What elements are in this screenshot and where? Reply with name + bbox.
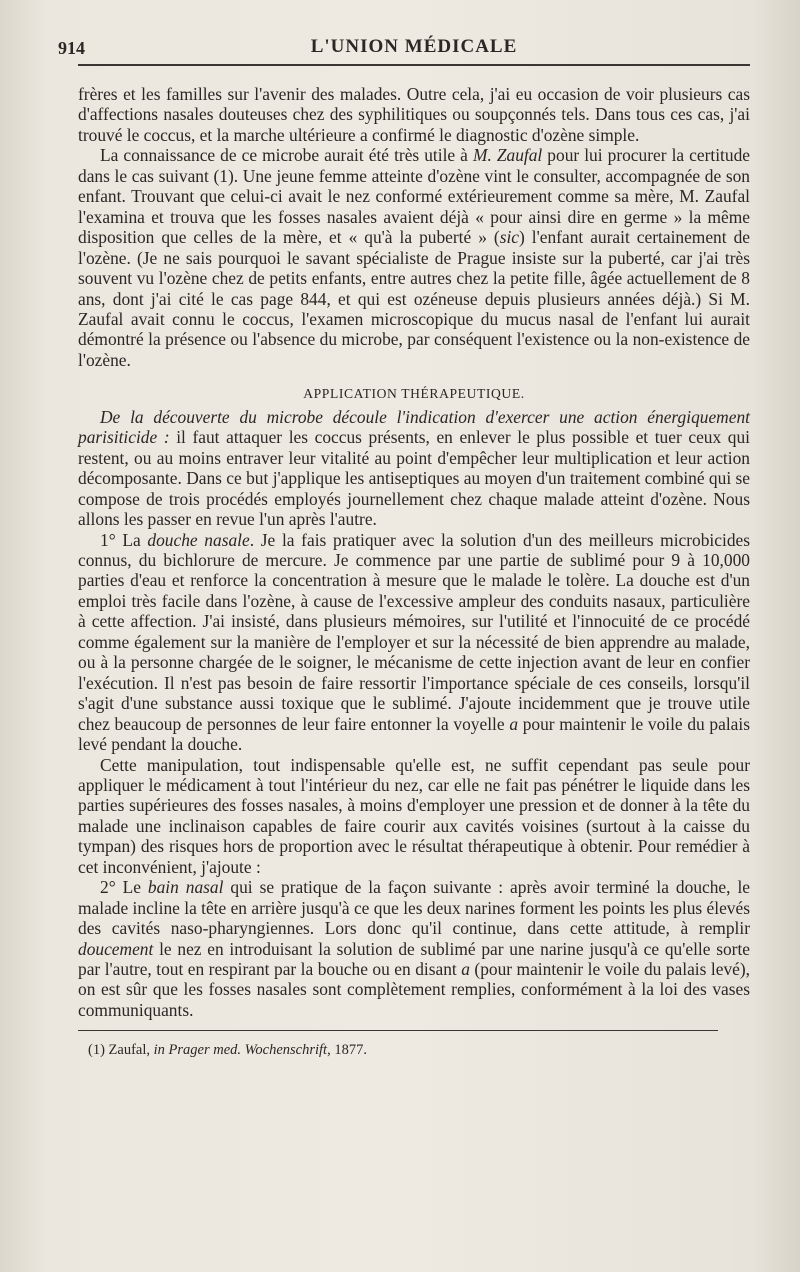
italic-text: M. Zaufal [472,145,543,166]
italic-text: De la découverte du microbe découle l'indication d'exercer une action énergiquement parisiticide : [78,406,750,448]
text-run: Cette manipulation, tout indispensable qu'elle est, ne suffit cependant pas seule pour appliquer le médicament à tout l'intérieur du nez, car elle ne fait pas pénétrer le liquide dans les parties supérieures des fosses nasales, à moins d'employer une pression et de donner à la tête du malade une inclinaison capables de faire courir aux cavités voisines (surtout à la caisse du tympan) des risques hors de proportion avec le résultat thérapeutique à obtenir. Pour remédier à cet inconvénient, j'ajoute : [78,754,750,877]
italic-text: douche nasale [147,529,250,550]
footnote [78,1041,750,1059]
paragraph [78,755,750,878]
text-run: pour lui procurer la certitude dans le cas suivant (1). Une jeune femme atteinte d'ozène vint le consulter, accompagnée de son enfant. Trouvant que celui-ci avait le nez conformé extérieurement comme sa mère, M. Zaufal l'examina et trouva que les fosses nasales avaient déjà « pour ainsi dire en germe » la même disposition que celles de la mère, et « qu'à la puberté » ( [78,145,750,248]
page-number: 914 [58,38,85,58]
section-heading: APPLICATION THÉRAPEUTIQUE. [303,386,525,402]
article-body [78,84,750,1020]
page-header [58,0,750,66]
paragraphs-before-heading [78,84,750,370]
paragraphs-after-heading [78,407,750,1021]
text-run: . Je la fais pratiquer avec la solution d'un des meilleurs microbicides connus, du bichlorure de mercure. Je commence par une partie de sublimé pour 9 à 10,000 parties d'eau et renforce la concentration à mesure que le malade le tolère. La douche est d'un emploi très facile dans l'ozène, à cause de l'excessive ampleur des conduits nasaux, particulière à cette affection. J'ai insisté, dans plusieurs mémoires, sur l'utilité et l'innocuité de ce procédé comme également sur la manière de l'employer et sur la nécessité de bien apprendre au malade, ou à la personne chargée de le soigner, le mécanisme de cette injection avant de leur en confier l'exécution. Il n'est pas besoin de faire ressortir l'importance spéciale de ces conseils, lorsqu'il s'agit d'une substance aussi toxique que le sublimé. J'ajoute incidemment que je trouve utile chez beaucoup de personnes de leur faire entonner la voyelle [78,529,750,734]
paragraph [78,145,750,370]
text-run: ) l'enfant aurait certainement de l'ozène. (Je ne sais pourquoi le savant spécialiste de Prague insiste sur la puberté, car j'ai très souvent vu l'ozène chez de petits enfants, entre autres chez la petite fille, âgée actuellement de 8 ans, dont j'ai cité le cas page 844, et qui est ozéneuse depuis plusieurs années déjà.) Si M. Zaufal avait connu le coccus, l'examen microscopique du mucus nasal de l'enfant lui aurait démontré la présence ou l'absence du microbe, par conséquent l'existence ou la non-existence de l'ozène. [78,227,750,370]
text-run: (pour maintenir le voile du palais levé), on est sûr que les fosses nasales sont complètement remplies, conformément à la loi des vases communiquants. [78,959,750,1020]
text-run: (1) Zaufal, [88,1042,154,1059]
text-run: il faut attaquer les coccus présents, en enlever le plus possible et tuer ceux qui restent, ou au moins entraver leur vitalité au point d'empêcher leur multiplication et leur action décomposante. Dans ce but j'applique les antiseptiques au moyen d'un traitement combiné qui se compose de trois procédés employés journellement chez chaque malade atteint d'ozène. Nous allons les passer en revue l'un après l'autre. [78,427,750,530]
text-run: frères et les familles sur l'avenir des malades. Outre cela, j'ai eu occasion de voir plusieurs cas d'affections nasales douteuses chez des syphilitiques ou soupçonnés tels. Dans tous ces cas, j'ai trouvé le coccus, et la marche ultérieure a confirmé le diagnostic d'ozène simple. [78,84,750,145]
paragraph [78,84,750,145]
text-run: le nez en introduisant la solution de sublimé par une narine jusqu'à ce qu'elle sorte par l'autre, tout en respirant par la bouche ou en disant [78,938,750,980]
text-run: 2° Le [100,877,148,898]
italic-text: a [509,713,519,734]
italic-text: in Prager med. Wochenschrift [153,1042,328,1059]
footnote-divider [78,1030,718,1031]
italic-text: bain nasal [147,877,224,898]
paragraph [78,407,750,530]
italic-text: a [461,959,470,980]
text-run: , 1877. [327,1042,367,1059]
running-title: L'UNION MÉDICALE [310,36,518,57]
italic-text: doucement [78,938,154,959]
text-run: 1° La [100,529,148,550]
text-run: La connaissance de ce microbe aurait été très utile à [100,145,473,166]
text-run: pour maintenir le voile du palais levé pendant la douche. [78,713,750,755]
text-run: qui se pratique de la façon suivante : après avoir terminé la douche, le malade incline la tête en arrière jusqu'à ce que les deux narines forment les points les plus élevés des cavités naso-pharyngiennes. Lors donc qu'il continue, dans cette attitude, à remplir [78,877,750,939]
paragraph [78,530,750,755]
paragraph [78,877,750,1020]
italic-text: sic [499,227,520,248]
